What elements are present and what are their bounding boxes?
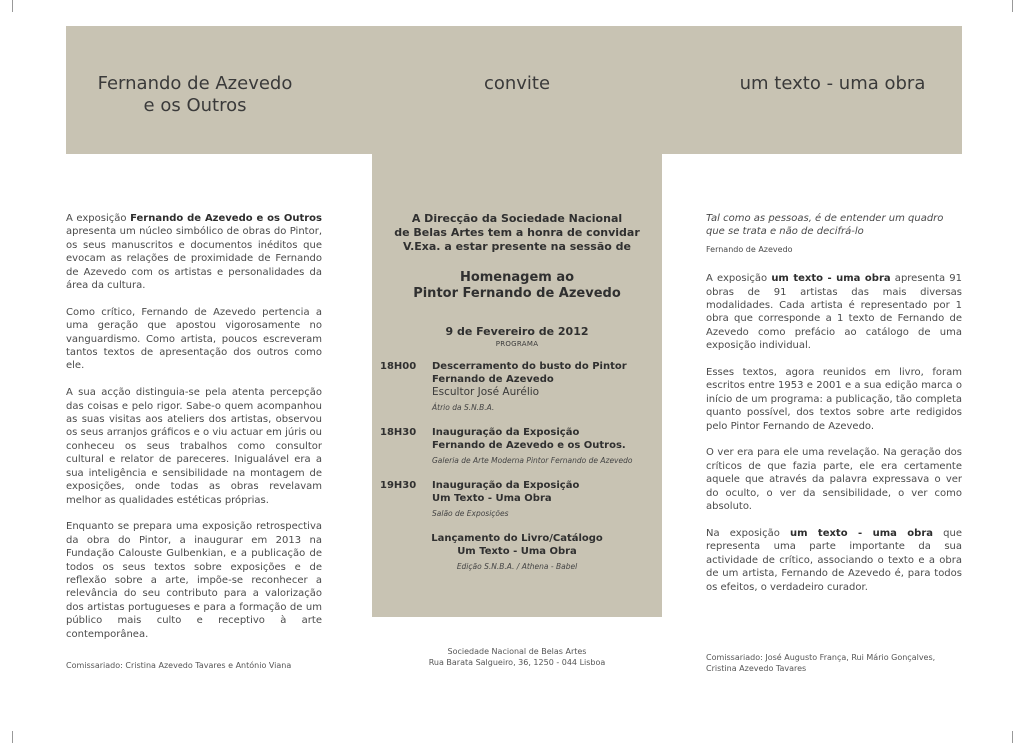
crop-mark [1012,731,1013,743]
venue-address: Sociedade Nacional de Belas Artes Rua Barata Salgueiro, 36, 1250 - 044 Lisboa [428,647,606,667]
left-paragraph-2: Como crítico, Fernando de Azevedo pertencia a uma geração que apostou vigorosamente no vanguardismo. Como artista, poucos escreveram tantos textos de apresentação dos outros como ele. [66,306,322,372]
left-column [66,212,322,654]
left-paragraph-3: A sua acção distinguia-se pela atenta percepção das coisas e pelo rigor. Sabe-o quem acompanhou as suas visitas aos ateliers dos artistas, observou os seus arranjos gráficos e o viu actuar em júris ou conheceu os seus trabalhos como consultor cultural e relator de pareceres. Inigualável era a sua inteligência e sensibilidade na montagem de exposições, onde todas as obras revelavam melhor as qualidades estéticas próprias. [66,387,322,506]
homage-title: Homenagem ao Pintor Fernando de Azevedo [413,270,621,301]
crop-mark [1012,0,1013,12]
book-launch: Lançamento do Livro/Catálogo Um Texto - Uma Obra Edição S.N.B.A. / Athena - Babel [431,533,603,571]
curators-left: Comissariado: Cristina Azevedo Tavares e António Viana [66,661,292,670]
right-paragraph-3: O ver era para ele uma revelação. Na geração dos críticos de que fazia parte, ele era certamente aquele que através da palavra expressava o ver do oculto, o ver da sensibilidade, o ver como absoluto. [706,447,962,513]
program-item: 18H00 Descerramento do busto do Pintor Fernando de Azevedo Escultor José Aurélio Átrio da S.N.B.A. [380,361,627,412]
title-center: convite [483,73,551,94]
right-paragraph-4: Na exposição um texto - uma obra que representa uma parte importante da sua actividade de crítico, associando o texto e a obra de um artista, Fernando de Azevedo é, para todos os efeitos, o verdadeiro curador. [706,527,962,593]
quote-author: Fernando de Azevedo [706,244,793,254]
invitation-text: A Direcção da Sociedade Nacional de Belas Artes tem a honra de convidar V.Exa. a estar presente na sessão de [394,212,640,253]
title-right: um texto - uma obra [739,73,926,94]
quote: Tal como as pessoas, é de entender um quadro que se trata e não de decifrá-lo [706,213,944,238]
program-item: 19H30 Inauguração da Exposição Um Texto - Uma Obra Salão de Exposições [380,480,580,518]
curators-right: Comissariado: José Augusto França, Rui Mário Gonçalves, Cristina Azevedo Tavares [706,653,936,673]
right-paragraph-1: A exposição um texto - uma obra apresenta 91 obras de 91 artistas das mais diversas modalidades. Cada artista é representado por 1 obra que corresponde a 1 texto de Fernando de Azevedo como prefácio ao catálogo de uma exposição individual. [706,273,962,352]
program [372,212,662,573]
crop-mark [12,731,13,743]
title-left: Fernando de Azevedo e os Outros [97,73,293,116]
crop-mark [12,0,13,12]
program-label: PROGRAMA [495,340,539,348]
right-column [706,212,962,607]
left-paragraph-4: Enquanto se prepara uma exposição retrospectiva da obra do Pintor, a inaugurar em 2013 na Fundação Calouste Gulbenkian, e a publicação de todos os seus textos sobre exposições e de reflexão sobre a arte, impõe-se reconhecer a relevância do seu contributo para a valorização dos artistas portugueses e para a formação de um público mais culto e receptivo à arte contemporânea. [66,521,322,640]
right-paragraph-2: Esses textos, agora reunidos em livro, foram escritos entre 1953 e 2001 e a sua edição marca o início de um programa: a publicação, tão completa quanto possível, dos textos sobre arte redigidos pelo Pintor Fernando de Azevedo. [706,367,962,432]
event-date: 9 de Fevereiro de 2012 [445,325,589,338]
left-paragraph-1: A exposição Fernando de Azevedo e os Outros apresenta um núcleo simbólico de obras do Pintor, os seus manuscritos e documentos inéditos que evocam as relações de proximidade de Fernando de Azevedo com os artistas e personalidades da área da cultura. [66,213,323,292]
program-item: 18H30 Inauguração da Exposição Fernando de Azevedo e os Outros. Galeria de Arte Moderna Pintor Fernando de Azevedo [380,427,633,465]
